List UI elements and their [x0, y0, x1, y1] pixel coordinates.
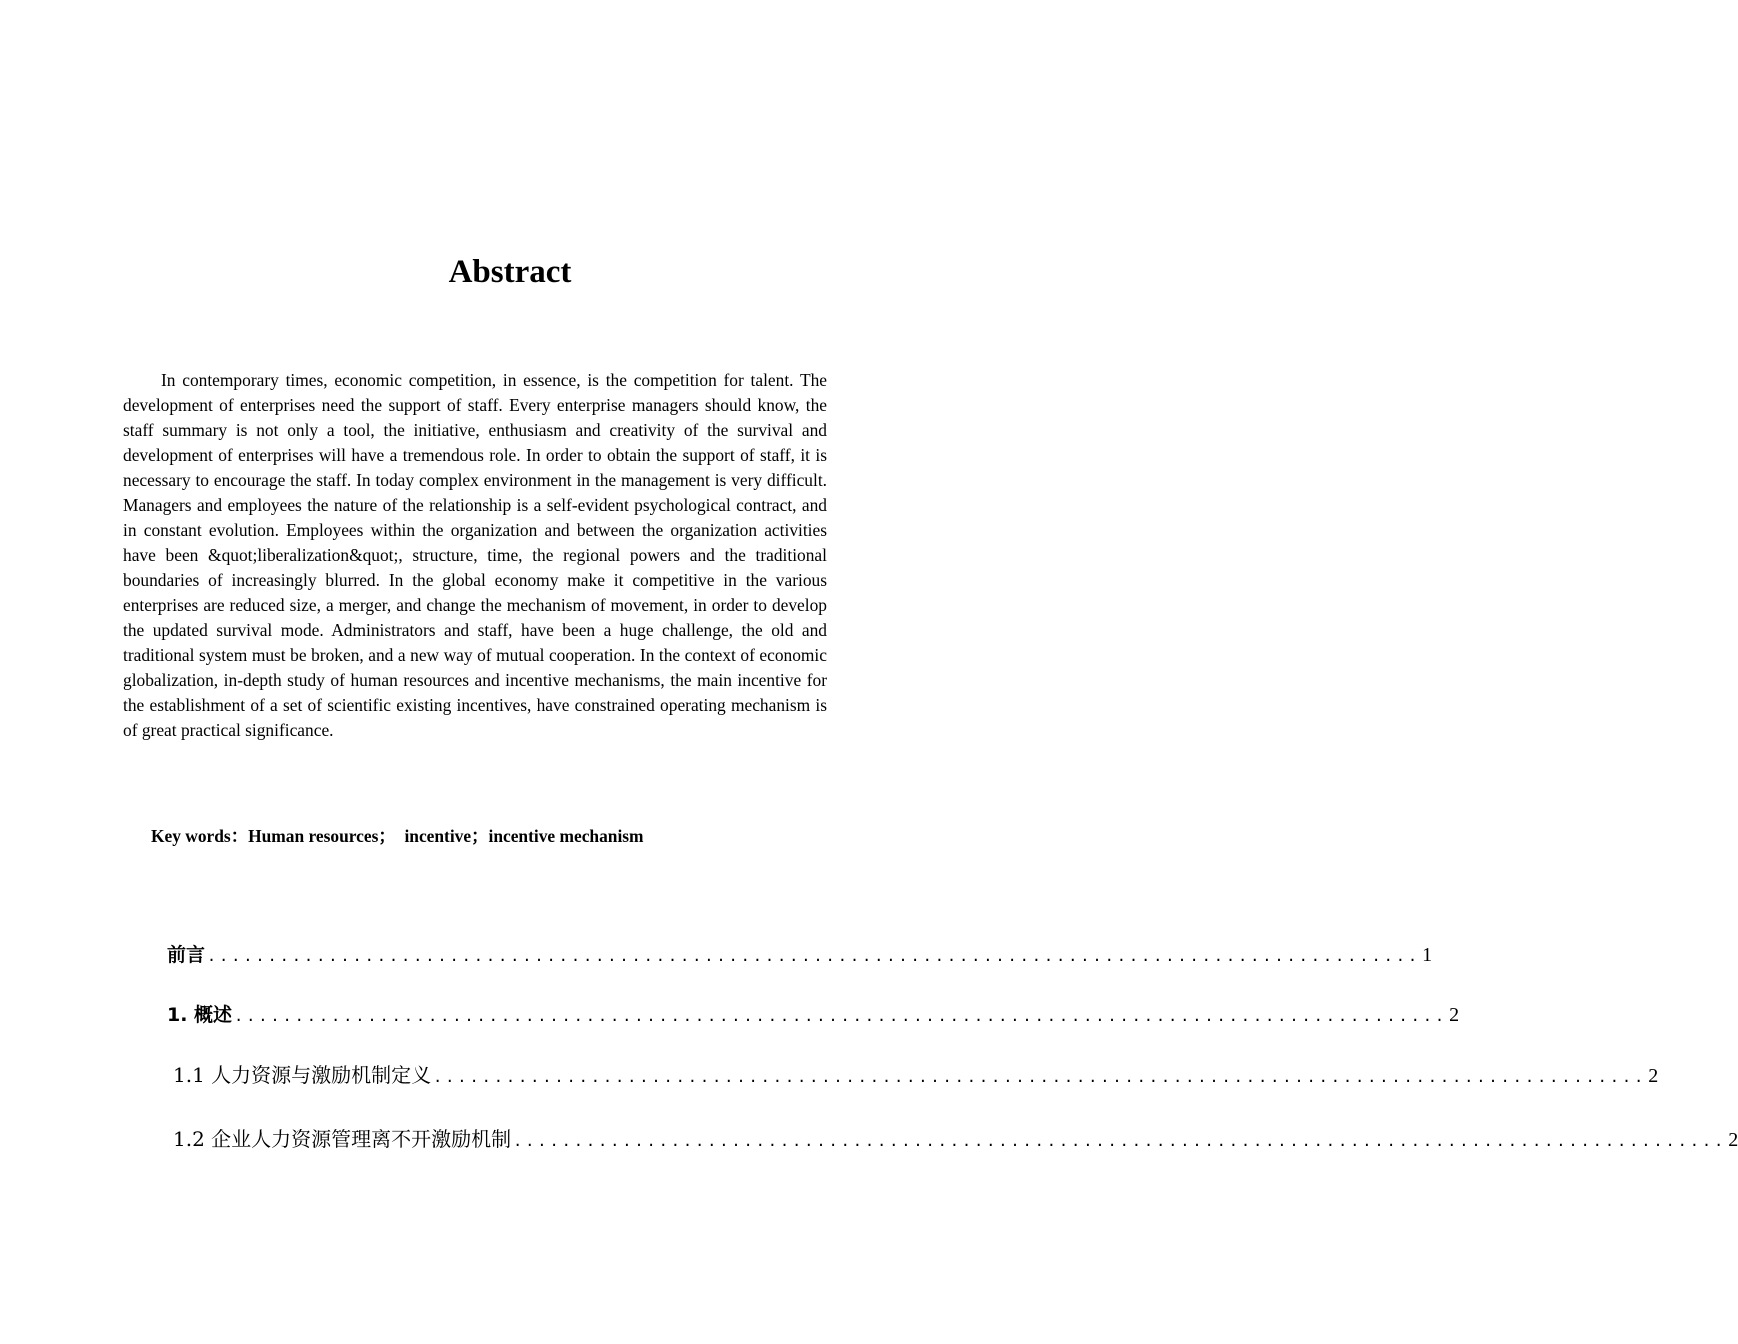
toc-entry-page: 2: [1449, 1004, 1460, 1026]
abstract-title: Abstract: [448, 254, 572, 290]
toc-entry-1-1[interactable]: [173, 1061, 1659, 1091]
toc-entry-preface[interactable]: [167, 941, 1433, 970]
toc-entry-label: 1.2 企业人力资源管理离不开激励机制: [173, 1127, 512, 1151]
toc-entry-overview[interactable]: [167, 1001, 1460, 1030]
toc-entry-page: 2: [1648, 1065, 1659, 1087]
abstract-body: In contemporary times, economic competition, in essence, is the competition for talent. The development of enterprises need the support of staff. Every enterprise managers should know, the staff summary is not only a tool, the initiative, enthusiasm and creativity of the survival and development of enterprises will have a tremendous role. In order to obtain the support of staff, it is necessary to encourage the staff. In today complex environment in the management is very difficult. Managers and employees the nature of the relationship is a self-evident psychological contract, and in constant evolution. Employees within the organization and between the organization activities have been &quot;liberalization&quot;, structure, time, the regional powers and the traditional boundaries of increasingly blurred. In the global economy make it competitive in the various enterprises are reduced size, a merger, and change the mechanism of movement, in order to develop the updated survival mode. Administrators and staff, have been a huge challenge, the old and traditional system must be broken, and a new way of mutual cooperation. In the context of economic globalization, in-depth study of human resources and incentive mechanisms, the main incentive for the establishment of a set of scientific existing incentives, have constrained operating mechanism is of great practical significance.: [123, 370, 827, 740]
toc-entry-page: 1: [1422, 944, 1433, 966]
keywords-line: Key words：Human resources； incentive；incentive mechanism: [151, 826, 644, 846]
toc-entry-1-2[interactable]: [173, 1125, 1738, 1155]
toc-leader-dots: ....................................................................................................: [207, 947, 1421, 965]
toc-entry-label: 1. 概述: [167, 1004, 233, 1026]
toc-leader-dots: ....................................................................................................: [234, 1007, 1448, 1025]
toc-entry-label: 前言: [167, 944, 206, 966]
toc-leader-dots: ....................................................................................................: [433, 1068, 1647, 1086]
toc-entry-label: 1.1 人力资源与激励机制定义: [173, 1063, 432, 1087]
toc-entry-page: 2: [1728, 1129, 1738, 1151]
toc-leader-dots: ....................................................................................................: [513, 1132, 1727, 1150]
